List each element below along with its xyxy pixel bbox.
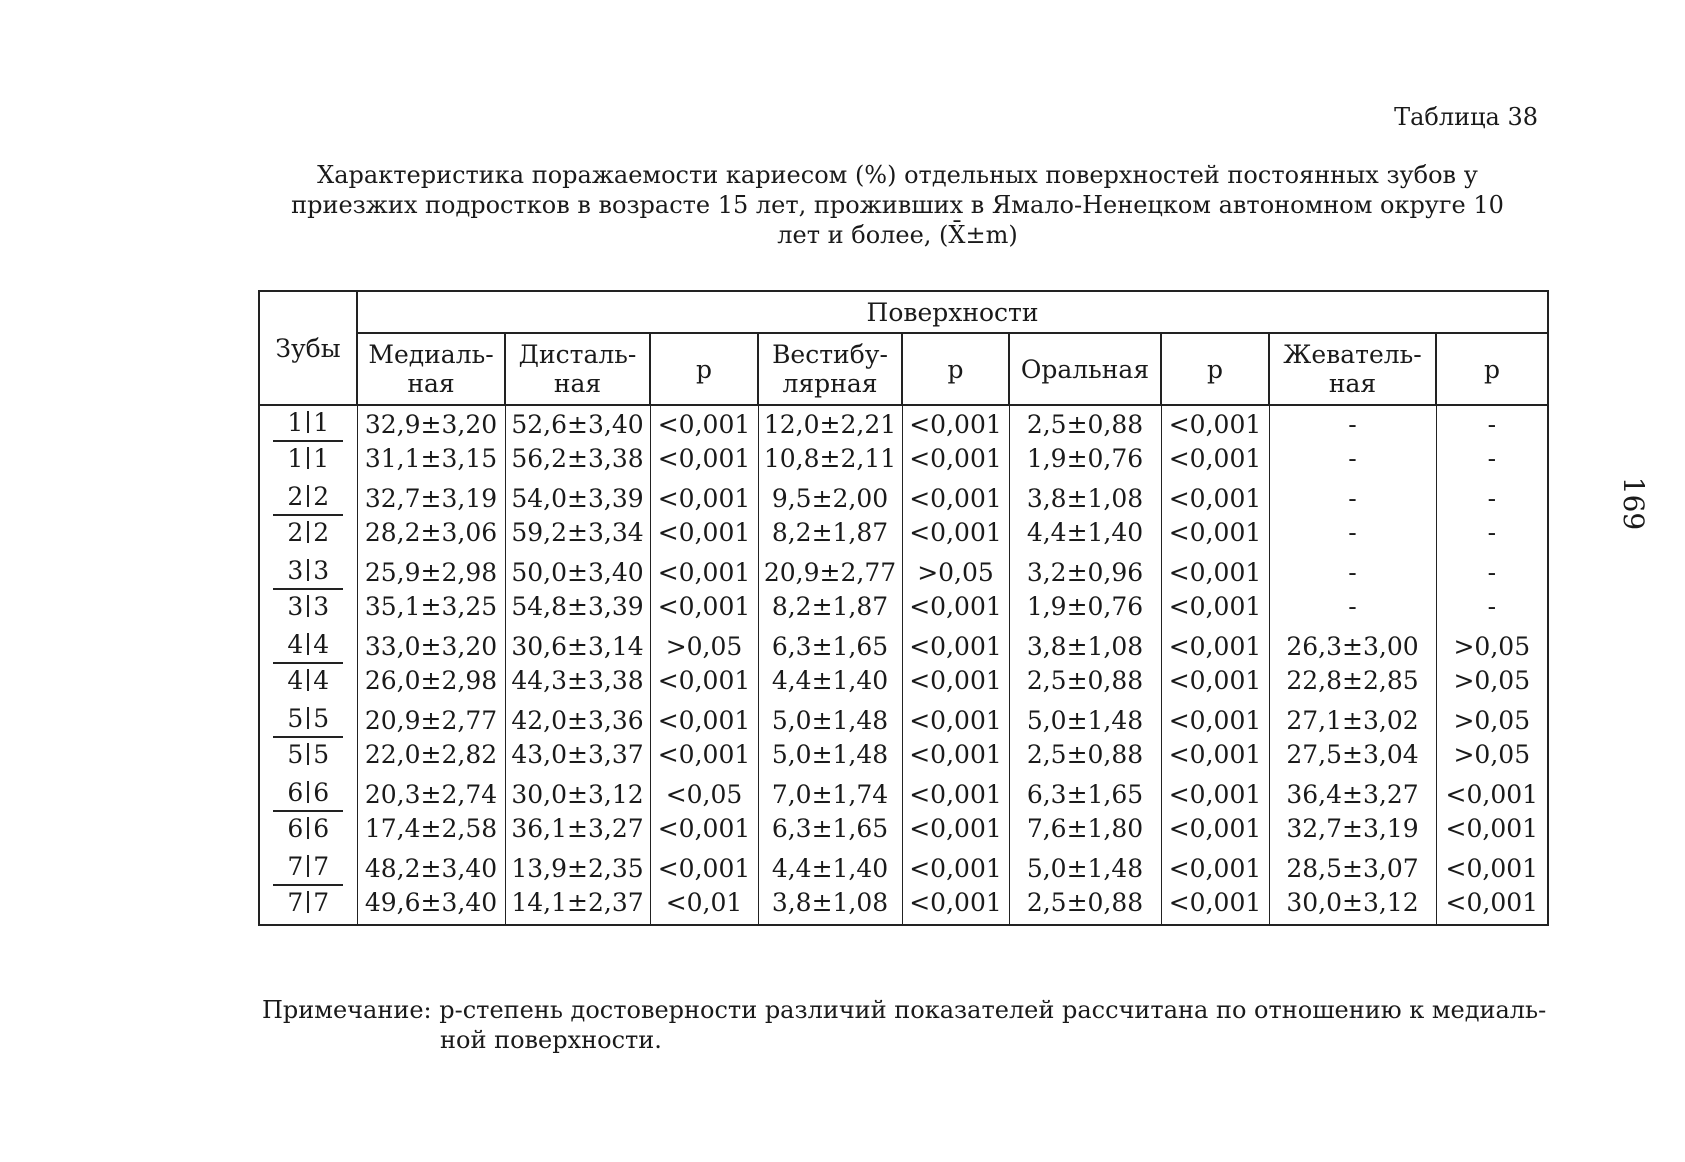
table-cell: 3,8±1,08 [1009,480,1161,516]
table-cell: 8,2±1,87 [758,590,902,628]
table-cell: <0,001 [902,776,1009,812]
tooth-formula-cell [259,886,357,925]
tooth-number-right: 3 [313,592,330,621]
table-cell: 1,9±0,76 [1009,590,1161,628]
tooth-number-right: 4 [313,666,330,695]
table-cell: <0,001 [1161,702,1269,738]
table-cell: 10,8±2,11 [758,442,902,480]
table-body [259,405,1548,925]
table-cell: 3,8±1,08 [1009,628,1161,664]
table-cell: - [1436,405,1548,442]
table-row [259,628,1548,664]
table-cell: 2,5±0,88 [1009,886,1161,925]
table-cell: 5,0±1,48 [758,702,902,738]
tooth-number-left: 1 [287,408,304,437]
table-row [259,886,1548,925]
tooth-number-left: 1 [287,444,304,473]
table-cell: 30,6±3,14 [505,628,650,664]
upper-jaw-tooth [273,850,343,886]
tooth-number-right: 1 [313,444,330,473]
table-cell: - [1269,516,1436,554]
column-header-4: Вестибу- лярная [758,333,902,405]
table-row [259,590,1548,628]
table-row [259,480,1548,516]
table-cell: 27,1±3,02 [1269,702,1436,738]
table-cell: >0,05 [1436,628,1548,664]
table-cell: <0,001 [1161,480,1269,516]
table-cell: <0,001 [650,812,758,850]
tooth-formula-cell [259,405,357,442]
table-cell: <0,001 [1161,554,1269,590]
column-header-3: p [650,333,758,405]
table-row [259,702,1548,738]
table-cell: 4,4±1,40 [1009,516,1161,554]
table-cell: >0,05 [1436,664,1548,702]
table-cell: 48,2±3,40 [357,850,505,886]
tooth-number-left: 7 [287,852,304,881]
table-cell: <0,001 [902,886,1009,925]
table-cell: 26,3±3,00 [1269,628,1436,664]
table-cell: - [1436,442,1548,480]
table-cell: 28,2±3,06 [357,516,505,554]
table-row [259,554,1548,590]
tooth-number-right: 6 [313,814,330,843]
table-cell: - [1436,554,1548,590]
table-cell: 5,0±1,48 [1009,850,1161,886]
lower-jaw-tooth [287,516,329,550]
column-header-9: p [1436,333,1548,405]
tooth-number-left: 6 [287,814,304,843]
quadrant-divider [307,669,309,691]
table-cell: <0,001 [902,738,1009,776]
column-headers [259,333,1548,405]
table-cell: 14,1±2,37 [505,886,650,925]
tooth-formula-cell [259,702,357,738]
table-cell: 50,0±3,40 [505,554,650,590]
table-cell: <0,001 [1436,886,1548,925]
caption-line-3: лет и более, (X̄±m) [777,221,1018,249]
table-cell: <0,001 [1161,886,1269,925]
table-row [259,850,1548,886]
caption-line-1: Характеристика поражаемости кариесом (%) отдельных поверхностей постоянных зубов у [317,161,1478,189]
table-cell: <0,001 [650,664,758,702]
table-cell: 2,5±0,88 [1009,405,1161,442]
table-cell: 26,0±2,98 [357,664,505,702]
upper-jaw-tooth [273,554,343,590]
table-cell: - [1269,480,1436,516]
table-cell: <0,001 [1161,590,1269,628]
table-cell: >0,05 [1436,738,1548,776]
quadrant-divider [307,817,309,839]
page-number: 169 [1617,476,1651,531]
table-cell: >0,05 [650,628,758,664]
table-cell: <0,001 [1436,812,1548,850]
tooth-number-right: 5 [313,740,330,769]
tooth-number-right: 3 [313,556,330,585]
tooth-number-left: 3 [287,592,304,621]
table-cell: <0,001 [650,590,758,628]
table-cell: 30,0±3,12 [505,776,650,812]
table-cell: 12,0±2,21 [758,405,902,442]
table-cell: 36,1±3,27 [505,812,650,850]
lower-jaw-tooth [287,590,329,624]
table-cell: 20,9±2,77 [357,702,505,738]
table-row [259,664,1548,702]
table-cell: - [1436,516,1548,554]
quadrant-divider [307,781,309,803]
tooth-formula-cell [259,442,357,480]
surfaces-header: Поверхности [357,291,1548,333]
table-cell: 5,0±1,48 [1009,702,1161,738]
quadrant-divider [307,485,309,507]
table-cell: <0,001 [1161,405,1269,442]
table-number: Таблица 38 [1394,103,1538,131]
table-cell: 9,5±2,00 [758,480,902,516]
table-cell: <0,001 [650,850,758,886]
tooth-number-left: 6 [287,778,304,807]
table-cell: 13,9±2,35 [505,850,650,886]
table-cell: 20,9±2,77 [758,554,902,590]
table-cell: 28,5±3,07 [1269,850,1436,886]
tooth-number-right: 5 [313,704,330,733]
note-text-line-2: ной поверхности. [440,1026,662,1054]
teeth-header: Зубы [259,291,357,405]
table-cell: <0,01 [650,886,758,925]
table-cell: <0,001 [1436,776,1548,812]
table-cell: 32,7±3,19 [357,480,505,516]
table-cell: - [1436,590,1548,628]
table-cell: 7,6±1,80 [1009,812,1161,850]
table-cell: 5,0±1,48 [758,738,902,776]
table-cell: - [1269,554,1436,590]
tooth-number-right: 1 [313,408,330,437]
table-cell: 3,8±1,08 [758,886,902,925]
table-cell: 7,0±1,74 [758,776,902,812]
table-caption [270,160,1525,250]
quadrant-divider [307,743,309,765]
table-cell: 54,8±3,39 [505,590,650,628]
table-cell: 3,2±0,96 [1009,554,1161,590]
tooth-formula-cell [259,664,357,702]
table-cell: 6,3±1,65 [758,628,902,664]
table-cell: <0,001 [1161,442,1269,480]
table-cell: 30,0±3,12 [1269,886,1436,925]
table-cell: - [1269,442,1436,480]
table-cell: <0,001 [1161,628,1269,664]
table-cell: <0,001 [1161,850,1269,886]
table-cell: 35,1±3,25 [357,590,505,628]
table-cell: 56,2±3,38 [505,442,650,480]
lower-jaw-tooth [287,738,329,772]
table-cell: <0,001 [902,516,1009,554]
table-cell: <0,001 [902,405,1009,442]
table-row [259,812,1548,850]
tooth-number-left: 4 [287,666,304,695]
table-cell: 6,3±1,65 [1009,776,1161,812]
table-cell: <0,001 [902,702,1009,738]
tooth-number-left: 4 [287,630,304,659]
tooth-formula-cell [259,812,357,850]
table-row [259,516,1548,554]
upper-jaw-tooth [273,628,343,664]
table-cell: <0,001 [902,812,1009,850]
quadrant-divider [307,447,309,469]
table-cell: - [1436,480,1548,516]
table-row [259,776,1548,812]
tooth-number-right: 7 [313,888,330,917]
table-cell: 42,0±3,36 [505,702,650,738]
table-cell: 17,4±2,58 [357,812,505,850]
table-row [259,442,1548,480]
quadrant-divider [307,633,309,655]
column-header-1: Медиаль- ная [357,333,505,405]
table-cell: 4,4±1,40 [758,850,902,886]
tooth-number-right: 6 [313,778,330,807]
lower-jaw-tooth [287,886,329,920]
tooth-number-left: 7 [287,888,304,917]
table-cell: <0,001 [1436,850,1548,886]
table-cell: <0,001 [902,664,1009,702]
table-cell: <0,001 [902,850,1009,886]
tooth-formula-cell [259,590,357,628]
tooth-number-left: 2 [287,482,304,511]
table-cell: 49,6±3,40 [357,886,505,925]
caries-table [258,290,1549,926]
table-cell: <0,001 [650,442,758,480]
table-cell: <0,001 [1161,776,1269,812]
column-header-7: p [1161,333,1269,405]
table-cell: <0,001 [902,442,1009,480]
quadrant-divider [307,707,309,729]
table-cell: 31,1±3,15 [357,442,505,480]
table-cell: 43,0±3,37 [505,738,650,776]
table-cell: 4,4±1,40 [758,664,902,702]
quadrant-divider [307,521,309,543]
table-row [259,738,1548,776]
table-cell: 54,0±3,39 [505,480,650,516]
tooth-number-right: 7 [313,852,330,881]
table-cell: 22,8±2,85 [1269,664,1436,702]
table-cell: 20,3±2,74 [357,776,505,812]
quadrant-divider [307,595,309,617]
table-cell: 2,5±0,88 [1009,738,1161,776]
table-cell: <0,001 [650,702,758,738]
quadrant-divider [307,891,309,913]
table-cell: 6,3±1,65 [758,812,902,850]
caption-line-2: приезжих подростков в возрасте 15 лет, проживших в Ямало-Ненецком автономном округе 10 [291,191,1504,219]
table-cell: <0,001 [1161,516,1269,554]
quadrant-divider [307,411,309,433]
table-cell: <0,05 [650,776,758,812]
table-cell: >0,05 [902,554,1009,590]
lower-jaw-tooth [287,812,329,846]
table-cell: <0,001 [1161,664,1269,702]
tooth-formula-cell [259,480,357,516]
tooth-number-right: 2 [313,518,330,547]
tooth-formula-cell [259,516,357,554]
table-cell: 33,0±3,20 [357,628,505,664]
tooth-formula-cell [259,738,357,776]
upper-jaw-tooth [273,406,343,442]
upper-jaw-tooth [273,480,343,516]
lower-jaw-tooth [287,442,329,476]
quadrant-divider [307,855,309,877]
table-note [262,995,1562,1055]
tooth-formula-cell [259,628,357,664]
table-cell: <0,001 [902,628,1009,664]
table-cell: >0,05 [1436,702,1548,738]
tooth-number-left: 5 [287,704,304,733]
table-cell: <0,001 [902,590,1009,628]
note-label: Примечание: [262,996,432,1024]
table-cell: <0,001 [902,480,1009,516]
table-cell: <0,001 [650,554,758,590]
tooth-number-right: 2 [313,482,330,511]
tooth-formula-cell [259,554,357,590]
quadrant-divider [307,559,309,581]
tooth-number-left: 5 [287,740,304,769]
table-cell: <0,001 [650,405,758,442]
upper-jaw-tooth [273,776,343,812]
column-header-8: Жеватель- ная [1269,333,1436,405]
table-cell: 22,0±2,82 [357,738,505,776]
tooth-number-left: 2 [287,518,304,547]
table-cell: 2,5±0,88 [1009,664,1161,702]
table-cell: 27,5±3,04 [1269,738,1436,776]
table-cell: 59,2±3,34 [505,516,650,554]
table-cell: <0,001 [650,738,758,776]
table-cell: 52,6±3,40 [505,405,650,442]
table-cell: 36,4±3,27 [1269,776,1436,812]
column-header-2: Дисталь- ная [505,333,650,405]
tooth-formula-cell [259,776,357,812]
note-text-line-1: р-степень достоверности различий показателей рассчитана по отношению к медиаль- [439,996,1547,1024]
table-cell: <0,001 [650,480,758,516]
upper-jaw-tooth [273,702,343,738]
tooth-number-left: 3 [287,556,304,585]
table-cell: <0,001 [650,516,758,554]
table-cell: 8,2±1,87 [758,516,902,554]
column-header-5: p [902,333,1009,405]
table-row [259,405,1548,442]
table-cell: 32,7±3,19 [1269,812,1436,850]
column-header-6: Оральная [1009,333,1161,405]
table-cell: 25,9±2,98 [357,554,505,590]
tooth-formula-cell [259,850,357,886]
table-cell: <0,001 [1161,738,1269,776]
tooth-number-right: 4 [313,630,330,659]
table-cell: - [1269,405,1436,442]
table-cell: <0,001 [1161,812,1269,850]
table-cell: - [1269,590,1436,628]
table-cell: 32,9±3,20 [357,405,505,442]
lower-jaw-tooth [287,664,329,698]
table-cell: 44,3±3,38 [505,664,650,702]
table-cell: 1,9±0,76 [1009,442,1161,480]
